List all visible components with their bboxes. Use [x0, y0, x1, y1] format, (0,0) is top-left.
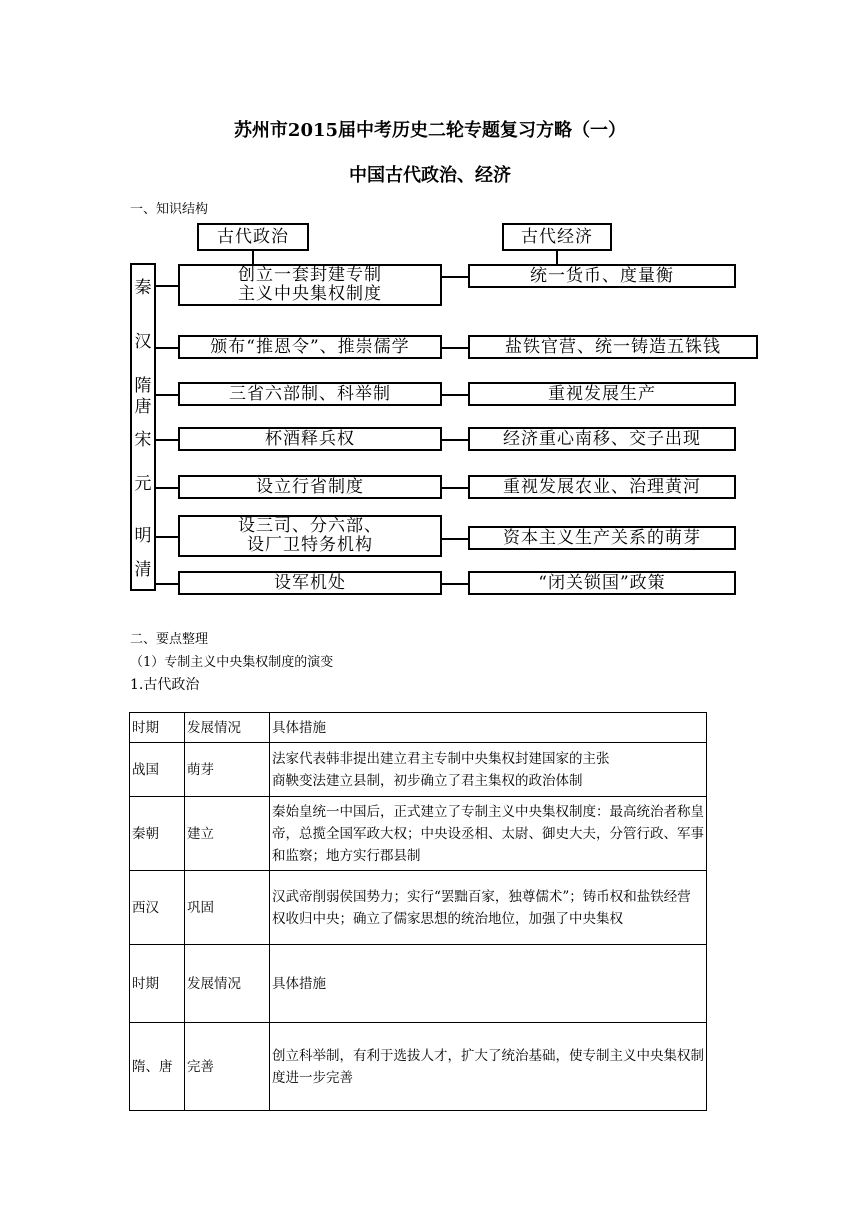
table-cell: 时期 — [130, 713, 185, 743]
politics-box-7: 设军机处 — [178, 571, 442, 595]
table-row — [130, 797, 707, 871]
politics-box-2: 颁布“推恩令”、推崇儒学 — [178, 335, 442, 359]
left-header: 古代政治 — [217, 226, 289, 247]
table-cell: 创立科举制，有利于选拔人才，扩大了统治基础，使专制主义中央集权制度进一步完善 — [270, 1023, 707, 1111]
connector — [442, 394, 468, 396]
politics-table — [129, 712, 707, 1111]
dynasty-qing: 清 — [134, 560, 152, 580]
table-row — [130, 871, 707, 945]
table-cell: 西汉 — [130, 871, 185, 945]
table-cell: 隋、唐 — [130, 1023, 185, 1111]
section-heading-1: 一、知识结构 — [130, 202, 209, 217]
politics-box-3: 三省六部制、科举制 — [178, 382, 442, 406]
table-cell: 秦始皇统一中国后，正式建立了专制主义中央集权制度：最高统治者称皇帝，总揽全国军政大权；中央设丞相、太尉、御史大夫，分管行政、军事和监察；地方实行郡县制 — [270, 797, 707, 871]
economy-box-7: “闭关锁国”政策 — [468, 571, 736, 595]
connector — [442, 347, 468, 349]
economy-box-3: 重视发展生产 — [468, 382, 736, 406]
table-cell: 发展情况 — [185, 945, 270, 1023]
section-heading-2: 二、要点整理 — [130, 632, 209, 647]
subsection-heading: （1）专制主义中央集权制度的演变 — [130, 655, 334, 670]
connector — [156, 394, 178, 396]
connector — [156, 347, 178, 349]
dynasty-yuan: 元 — [134, 474, 152, 494]
connector — [252, 251, 254, 265]
right-header-box — [502, 223, 612, 251]
table-row — [130, 743, 707, 797]
politics-box-1: 创立一套封建专制 主义中央集权制度 — [178, 264, 442, 306]
table-row — [130, 713, 707, 743]
dynasty-tang: 唐 — [134, 397, 152, 417]
right-header: 古代经济 — [521, 226, 593, 247]
economy-box-5: 重视发展农业、治理黄河 — [468, 475, 736, 499]
table-cell: 具体措施 — [270, 945, 707, 1023]
table-cell: 战国 — [130, 743, 185, 797]
dynasty-ming: 明 — [134, 526, 152, 546]
connector — [442, 439, 468, 441]
dynasty-column — [130, 263, 156, 591]
connector — [156, 285, 178, 287]
economy-box-1: 统一货币、度量衡 — [468, 264, 736, 288]
economy-box-6: 资本主义生产关系的萌芽 — [468, 526, 736, 550]
connector — [442, 583, 468, 585]
connector — [156, 439, 178, 441]
connector — [156, 583, 178, 585]
dynasty-qin: 秦 — [134, 278, 152, 298]
connector — [442, 487, 468, 489]
politics-box-6: 设三司、分六部、 设厂卫特务机构 — [178, 515, 442, 557]
dynasty-sui: 隋 — [134, 376, 152, 396]
table-cell: 时期 — [130, 945, 185, 1023]
page-title: 苏州市2015届中考历史二轮专题复习方略（一） — [233, 120, 627, 141]
table-cell: 汉武帝削弱侯国势力；实行“罢黜百家，独尊儒术”；铸币权和盐铁经营权收归中央；确立了儒家思想的统治地位，加强了中央集权 — [270, 871, 707, 945]
subsubsection-heading: 1.古代政治 — [130, 677, 200, 693]
connector — [156, 536, 178, 538]
page-subtitle: 中国古代政治、经济 — [349, 165, 511, 186]
table-cell: 萌芽 — [185, 743, 270, 797]
table-cell: 秦朝 — [130, 797, 185, 871]
connector — [556, 251, 558, 265]
connector — [442, 538, 468, 540]
table-row — [130, 1023, 707, 1111]
dynasty-song: 宋 — [134, 430, 152, 450]
politics-box-5: 设立行省制度 — [178, 475, 442, 499]
table-cell: 完善 — [185, 1023, 270, 1111]
connector — [156, 487, 178, 489]
table-row — [130, 945, 707, 1023]
dynasty-han: 汉 — [134, 332, 152, 352]
table-cell: 法家代表韩非提出建立君主专制中央集权封建国家的主张 商鞅变法建立县制，初步确立了君主集权的政治体制 — [270, 743, 707, 797]
connector — [442, 276, 468, 278]
table-cell: 建立 — [185, 797, 270, 871]
table-cell: 发展情况 — [185, 713, 270, 743]
economy-box-4: 经济重心南移、交子出现 — [468, 427, 736, 451]
table-cell: 具体措施 — [270, 713, 707, 743]
economy-box-2: 盐铁官营、统一铸造五铢钱 — [468, 335, 758, 359]
left-header-box — [197, 223, 309, 251]
table-cell: 巩固 — [185, 871, 270, 945]
politics-box-4: 杯酒释兵权 — [178, 427, 442, 451]
